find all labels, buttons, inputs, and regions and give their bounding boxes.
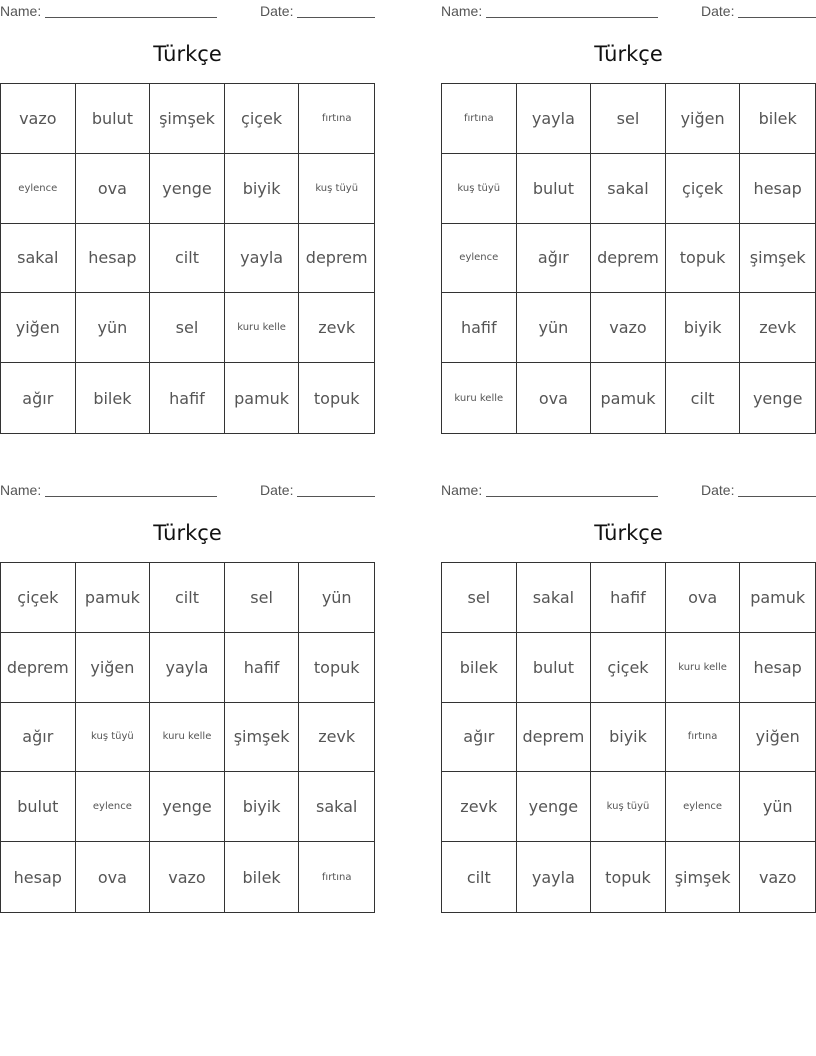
name-line: [486, 496, 658, 497]
bingo-cell: vazo: [591, 293, 666, 363]
bingo-cell: hesap: [1, 842, 76, 912]
bingo-cell: yenge: [150, 154, 225, 224]
bingo-cell: ova: [517, 363, 592, 433]
bingo-cell: bilek: [442, 633, 517, 703]
bingo-cell: yenge: [752, 388, 803, 408]
bingo-cell: topuk: [666, 224, 741, 294]
card-title: Türkçe: [153, 521, 222, 545]
bingo-cell: yiğen: [740, 703, 815, 773]
bingo-cell: deprem: [591, 224, 666, 294]
bingo-cell: yenge: [150, 772, 225, 842]
name-date-header: [0, 482, 375, 498]
bingo-grid: [0, 83, 375, 434]
bingo-cell: sakal: [517, 563, 592, 633]
bingo-card: [0, 0, 375, 430]
bingo-cell: hafif: [442, 293, 517, 363]
bingo-cell: yiğen: [666, 84, 741, 154]
bingo-cell: yayla: [517, 842, 592, 912]
name-date-header: [441, 482, 816, 498]
bingo-cell: kuru kelle: [150, 703, 225, 773]
bingo-cell: biyik: [225, 772, 300, 842]
date-line: [297, 496, 375, 497]
bingo-cell: bilek: [740, 84, 815, 154]
bingo-cell: yayla: [517, 84, 592, 154]
bingo-cell: deprem: [517, 703, 592, 773]
bingo-cell: topuk: [313, 388, 360, 408]
bingo-cell: pamuk: [591, 363, 666, 433]
bingo-cell: topuk: [299, 633, 374, 703]
bingo-cell: sel: [442, 563, 517, 633]
bingo-cell: şimşek: [225, 703, 300, 773]
bingo-cell: vazo: [1, 84, 76, 154]
bingo-cell: cilt: [442, 842, 517, 912]
bingo-cell: bilek: [76, 363, 151, 433]
card-title: Türkçe: [594, 521, 663, 545]
bingo-cell: eylence: [76, 772, 151, 842]
bingo-cell: kuru kelle: [442, 363, 517, 433]
bingo-cell: zevk: [442, 772, 517, 842]
bingo-cell: cilt: [666, 363, 741, 433]
bingo-cell: çiçek: [666, 154, 741, 224]
bingo-cell: çiçek: [225, 84, 300, 154]
name-label: Name:: [441, 482, 483, 498]
bingo-cell: biyik: [225, 154, 300, 224]
bingo-cell: ova: [666, 563, 741, 633]
bingo-cell: fırtına: [442, 84, 517, 154]
bingo-cell: ağır: [1, 703, 76, 773]
name-line: [45, 496, 217, 497]
bingo-cell: zevk: [299, 293, 374, 363]
bingo-cell: yün: [299, 563, 374, 633]
bingo-cell: bilek: [225, 842, 300, 912]
bingo-cell: yün: [517, 293, 592, 363]
bingo-cell: bulut: [517, 154, 592, 224]
bingo-cell: eylence: [1, 154, 76, 224]
name-date-header: [0, 3, 375, 19]
bingo-cell: kuş tüyü: [299, 154, 374, 224]
name-label: Name:: [0, 482, 42, 498]
bingo-cell: biyik: [591, 703, 666, 773]
date-label: Date:: [701, 3, 735, 19]
bingo-cell: pamuk: [225, 363, 300, 433]
card-title: Türkçe: [594, 42, 663, 66]
bingo-cell: fırtına: [299, 84, 374, 154]
bingo-cell: bulut: [76, 84, 151, 154]
date-label: Date:: [701, 482, 735, 498]
bingo-cell: ağır: [1, 363, 76, 433]
bingo-cell: ova: [76, 154, 151, 224]
name-label: Name:: [0, 3, 42, 19]
bingo-cell: pamuk: [740, 563, 815, 633]
bingo-cell: sakal: [1, 224, 76, 294]
bingo-cell: sel: [150, 293, 225, 363]
bingo-cell: şimşek: [740, 224, 815, 294]
bingo-cell: kuru kelle: [666, 633, 741, 703]
bingo-cell: cilt: [150, 224, 225, 294]
bingo-cell: kuş tüyü: [76, 703, 151, 773]
name-line: [486, 17, 658, 18]
bingo-card: [0, 479, 375, 909]
bingo-cell: yayla: [225, 224, 300, 294]
bingo-cell: çiçek: [591, 633, 666, 703]
date-label: Date:: [260, 482, 294, 498]
bingo-cell: yayla: [150, 633, 225, 703]
bingo-cell: kuş tüyü: [591, 772, 666, 842]
name-date-header: [441, 3, 816, 19]
bingo-cell: biyik: [666, 293, 741, 363]
bingo-cell: vazo: [758, 867, 797, 887]
bingo-cell: zevk: [299, 703, 374, 773]
bingo-cell: vazo: [150, 842, 225, 912]
bingo-cell: şimşek: [666, 842, 741, 912]
name-label: Name:: [441, 3, 483, 19]
bingo-cell: yiğen: [1, 293, 76, 363]
name-line: [45, 17, 217, 18]
bingo-cell: ağır: [442, 703, 517, 773]
bingo-grid: [441, 562, 816, 913]
bingo-cell: hesap: [740, 154, 815, 224]
bingo-card: [441, 0, 816, 430]
bingo-cell: kuru kelle: [225, 293, 300, 363]
bingo-cell: hafif: [225, 633, 300, 703]
bingo-cell: zevk: [740, 293, 815, 363]
card-title: Türkçe: [153, 42, 222, 66]
bingo-cell: hafif: [591, 563, 666, 633]
bingo-cell: ova: [76, 842, 151, 912]
bingo-cell: eylence: [442, 224, 517, 294]
bingo-cell: fırtına: [666, 703, 741, 773]
bingo-cell: yenge: [517, 772, 592, 842]
bingo-cell: yün: [76, 293, 151, 363]
bingo-card: [441, 479, 816, 909]
bingo-cell: şimşek: [150, 84, 225, 154]
bingo-cell: sel: [591, 84, 666, 154]
bingo-grid: [441, 83, 816, 434]
date-line: [297, 17, 375, 18]
bingo-cell: fırtına: [321, 871, 352, 883]
date-line: [738, 496, 816, 497]
bingo-cell: bulut: [1, 772, 76, 842]
bingo-cell: yiğen: [76, 633, 151, 703]
date-line: [738, 17, 816, 18]
bingo-grid: [0, 562, 375, 913]
date-label: Date:: [260, 3, 294, 19]
bingo-cell: ağır: [517, 224, 592, 294]
bingo-cell: sakal: [299, 772, 374, 842]
bingo-cell: hafif: [150, 363, 225, 433]
bingo-cell: cilt: [150, 563, 225, 633]
bingo-cell: eylence: [666, 772, 741, 842]
bingo-cell: çiçek: [1, 563, 76, 633]
bingo-cell: topuk: [591, 842, 666, 912]
bingo-cell: kuş tüyü: [442, 154, 517, 224]
bingo-cell: sakal: [591, 154, 666, 224]
bingo-cell: sel: [225, 563, 300, 633]
bingo-cell: bulut: [517, 633, 592, 703]
bingo-cell: deprem: [1, 633, 76, 703]
bingo-cell: pamuk: [76, 563, 151, 633]
bingo-cell: deprem: [299, 224, 374, 294]
bingo-cell: yün: [740, 772, 815, 842]
bingo-cell: hesap: [76, 224, 151, 294]
bingo-cell: hesap: [740, 633, 815, 703]
